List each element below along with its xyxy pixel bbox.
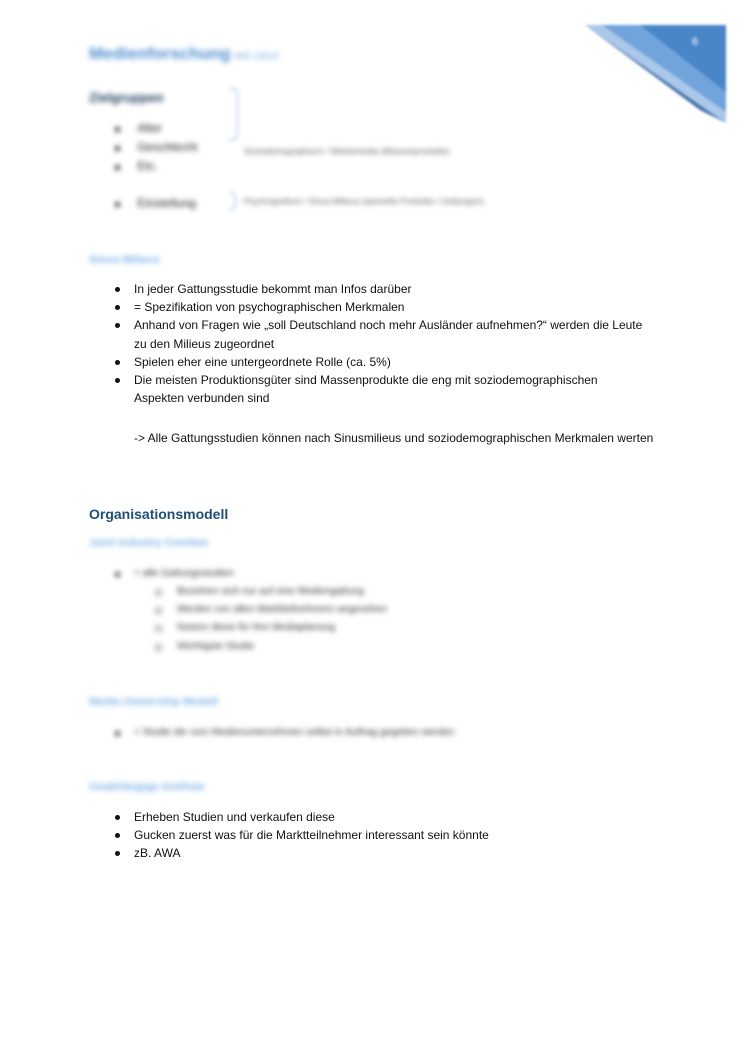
- list-item: zB. AWA: [113, 844, 489, 862]
- organisation-heading: Organisationsmodell: [89, 506, 229, 522]
- document-header: [89, 44, 279, 64]
- list-item: Werden von allen Marktteilnehmern angesehen: [153, 601, 387, 619]
- bullet-icon: [115, 165, 120, 170]
- list-item: Gucken zuerst was für die Marktteilnehmer interessant sein könnte: [113, 826, 489, 844]
- header-title: Medienforschung: [89, 44, 231, 63]
- list-item: Spielen eher eine untergeordnete Rolle (ca. 5%): [113, 353, 653, 371]
- jic-sublist: [135, 583, 387, 656]
- list-item: Anhand von Fragen wie „soll Deutschland noch mehr Ausländer aufnehmen?“ werden die Leute zu den Milieus zugeordnet: [113, 316, 653, 352]
- unabhaengig-list: [113, 808, 489, 863]
- einstellung-item: Einstellung: [115, 196, 196, 210]
- list-item: = Studie die vom Medienunternehmen selbst in Auftrag gegeben werden: [113, 724, 455, 742]
- list-item: Wichtigste Studie: [153, 638, 387, 656]
- zielgruppen-heading: Zielgruppen: [89, 90, 164, 105]
- moo-heading: Media Ownership Modell: [89, 696, 218, 708]
- brace-icon: [229, 88, 238, 140]
- sinus-arrow-note: -> Alle Gattungsstudien können nach Sinusmilieus und soziodemographischen Merkmalen werten: [134, 431, 654, 445]
- zielgruppen-item: Alter: [115, 121, 162, 135]
- jic-heading: Joint Industry Comitee: [89, 537, 209, 549]
- sinus-heading: Sinus-Milieus: [89, 254, 160, 266]
- list-item: In jeder Gattungsstudie bekommt man Infos darüber: [113, 280, 653, 298]
- list-item: Erheben Studien und verkaufen diese: [113, 808, 489, 826]
- jic-list: [113, 565, 234, 583]
- list-item: Die meisten Produktionsgüter sind Massenprodukte die eng mit soziodemographischen Aspekten verbunden sind: [113, 371, 634, 407]
- brace-icon: [229, 192, 236, 210]
- bullet-icon: [115, 146, 120, 151]
- corner-decoration: [0, 0, 750, 140]
- bullet-icon: [115, 127, 120, 132]
- zielgruppen-item: Etc.: [115, 159, 158, 173]
- list-item: Nutzen diese für ihre Mediaplanung: [153, 619, 387, 637]
- bullet-icon: [115, 202, 120, 207]
- list-item: Beziehen sich nur auf eine Mediengattung: [153, 583, 387, 601]
- zielgruppen-item: Geschlecht: [115, 140, 197, 154]
- unabhaengig-heading: Unabhängige Institute: [89, 781, 205, 793]
- moo-list: [113, 724, 455, 742]
- sinus-list: [113, 280, 653, 407]
- list-item: = Spezifikation von psychographischen Merkmalen: [113, 298, 653, 316]
- page-number: 6: [691, 36, 699, 48]
- header-semester: WS 13/14: [234, 51, 279, 62]
- list-item: = alle Gattungsstudien: [113, 565, 234, 583]
- einstellung-note: Psychografisch / Sinus-Milieus (spezielle Produkte / Gattungen): [244, 196, 484, 206]
- zielgruppen-bracket-note: Soziodemographisch / Werbemedia (Massenprodukte): [244, 146, 450, 156]
